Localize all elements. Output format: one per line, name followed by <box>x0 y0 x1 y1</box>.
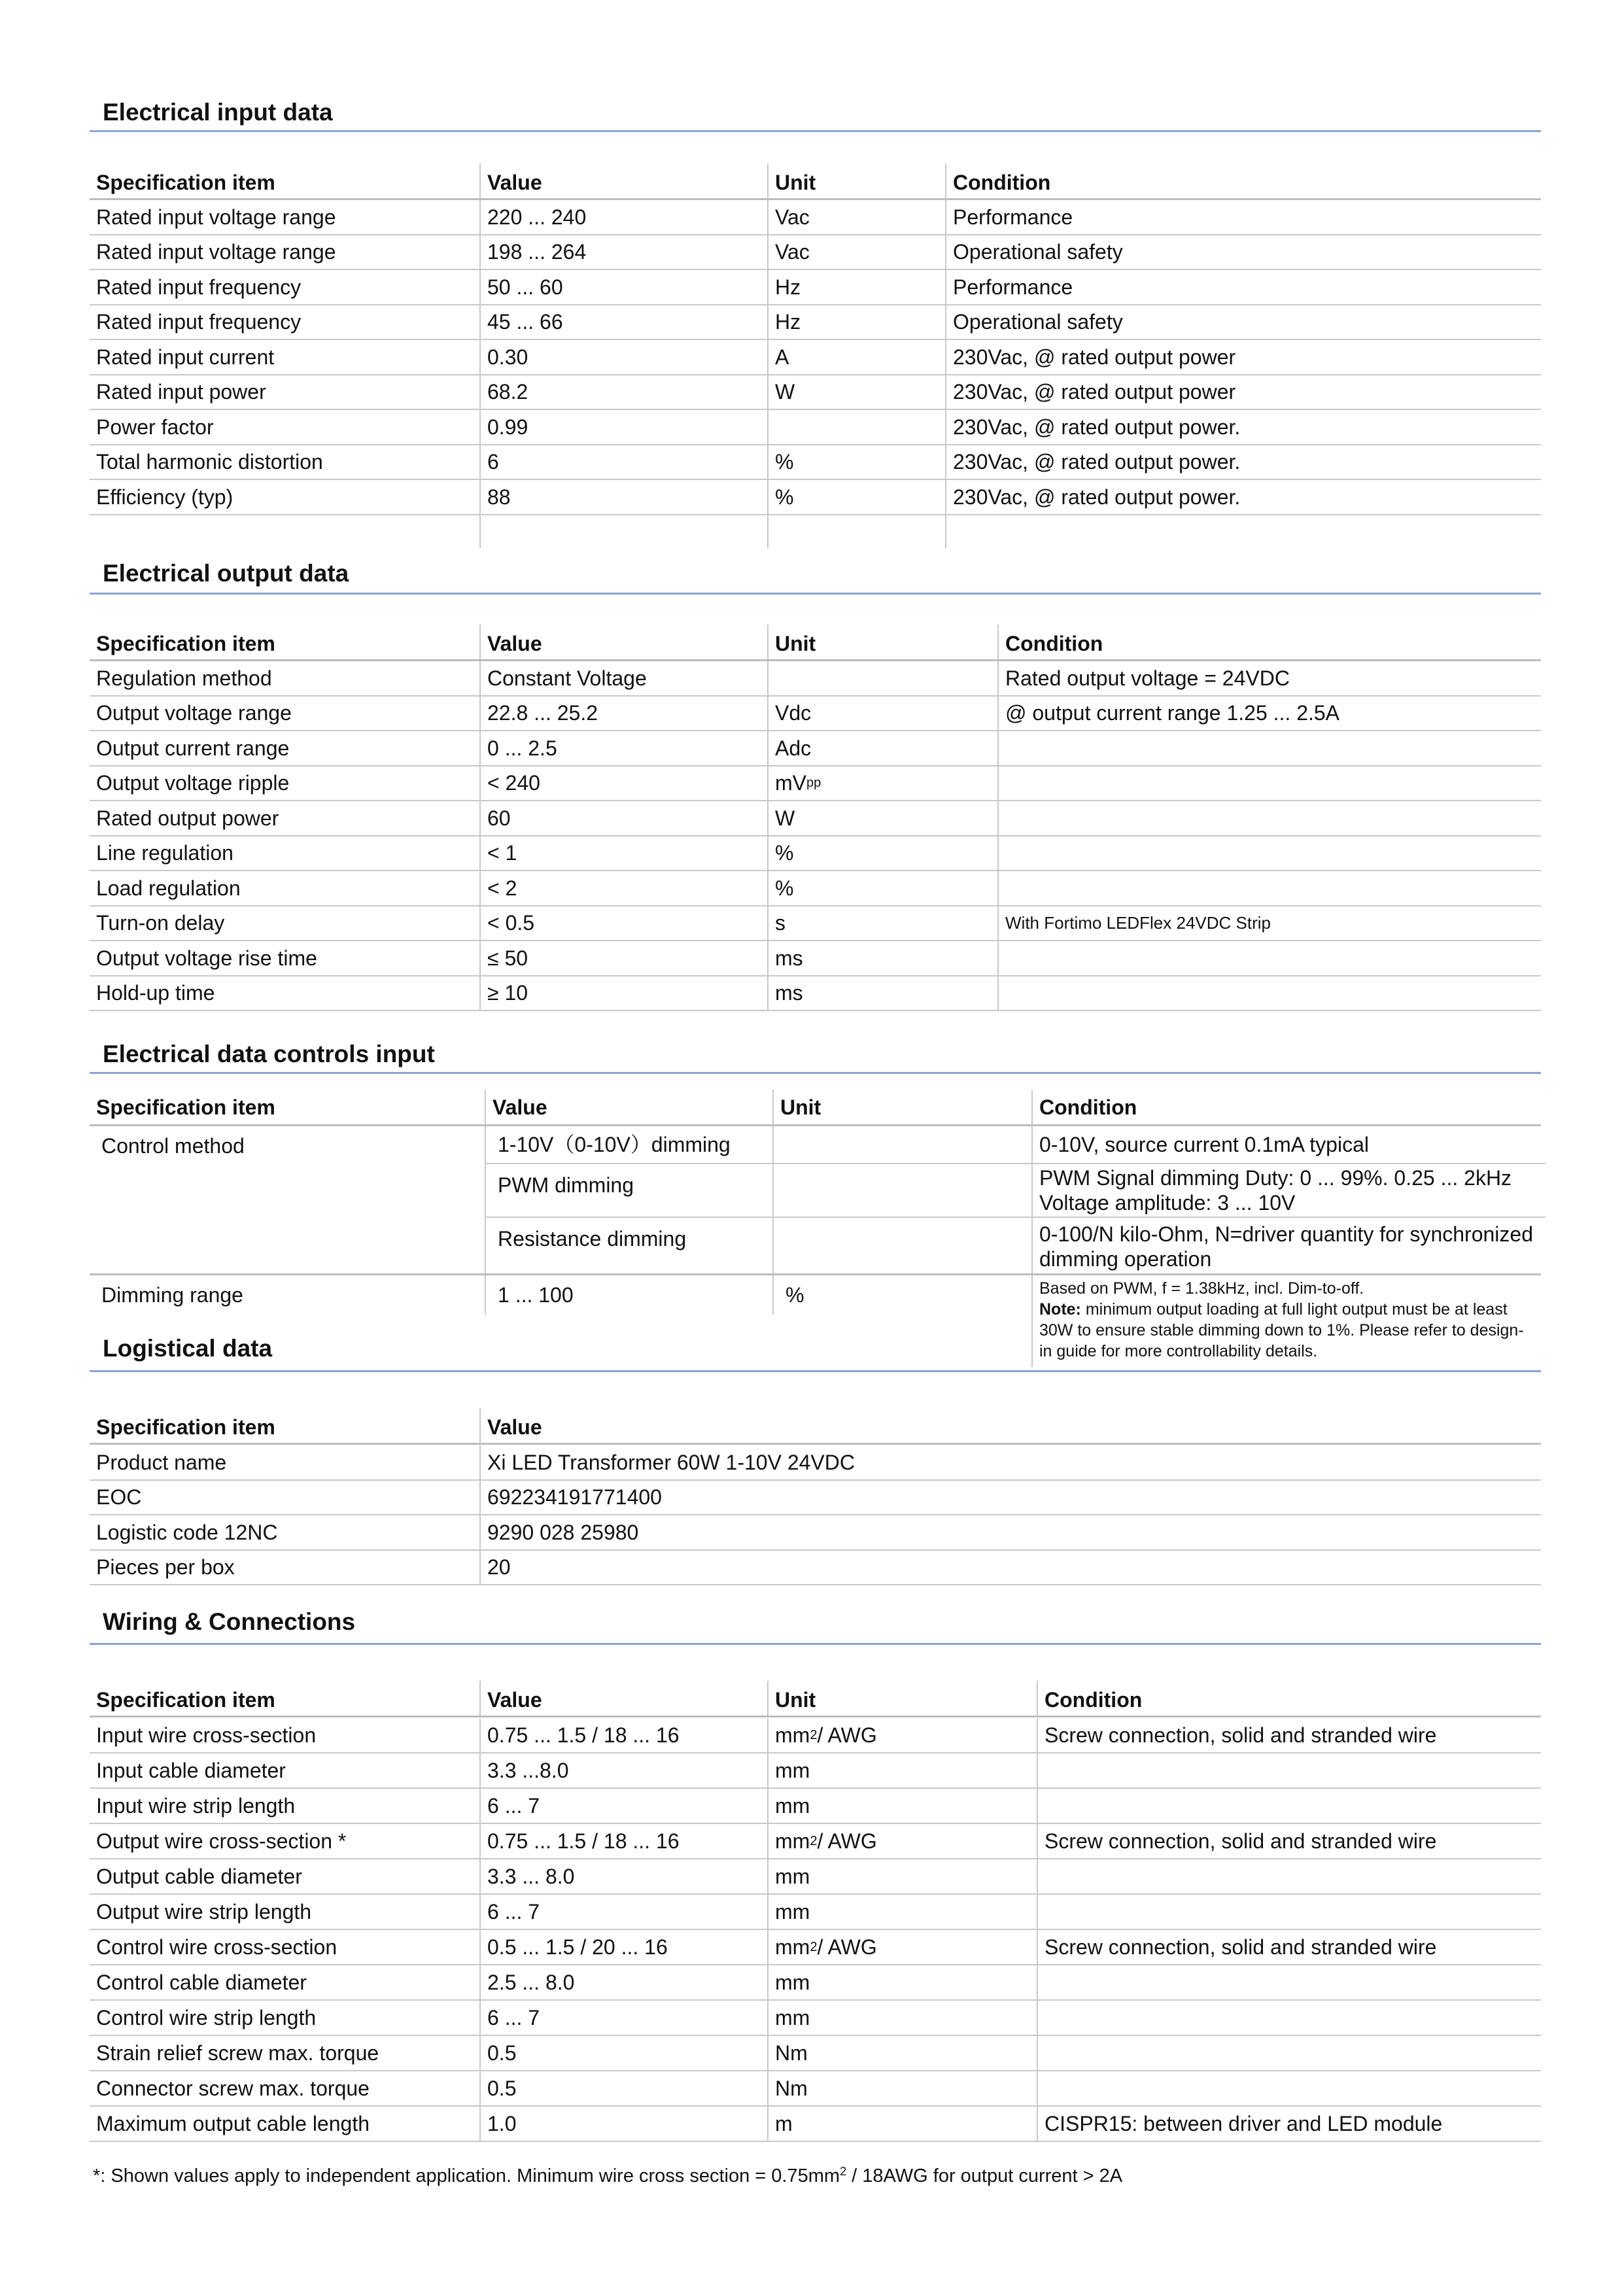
value-cell: 6 ... 7 <box>479 1895 767 1929</box>
value-cell: 6 ... 7 <box>479 2001 767 2035</box>
table-row <box>90 1789 1541 1824</box>
condition-cell <box>1031 1275 1546 1367</box>
header-cell: Condition <box>997 625 1541 659</box>
condition-cell: Rated output voltage = 24VDC <box>997 661 1541 695</box>
unit-cell: % <box>767 837 997 871</box>
value-cell: 60 <box>479 801 767 835</box>
condition-cell: Operational safety <box>945 235 1541 269</box>
table-row <box>90 305 1541 341</box>
value-cell: Xi LED Transformer 60W 1-10V 24VDC <box>479 1445 1541 1479</box>
value-cell: 2.5 ... 8.0 <box>479 1965 767 1999</box>
section-title-wiring: Wiring & Connections <box>103 1608 356 1635</box>
condition-cell: 230Vac, @ rated output power. <box>945 480 1541 514</box>
unit-text: / AWG <box>817 1723 877 1747</box>
table-row <box>90 1481 1541 1516</box>
unit-cell: s <box>767 906 997 940</box>
value-cell: Resistance dimming <box>485 1218 772 1273</box>
header-cell: Value <box>479 1681 767 1716</box>
table-row <box>485 1218 1546 1273</box>
item-cell: Rated output power <box>96 806 279 830</box>
unit-cell <box>772 1164 1031 1217</box>
unit-cell: mm <box>767 1859 1037 1893</box>
value-cell: 0.5 <box>479 2071 767 2105</box>
unit-subscript: pp <box>806 776 821 791</box>
section-rule <box>90 1643 1541 1645</box>
footnote <box>93 2160 1122 2188</box>
value-cell: < 1 <box>479 837 767 871</box>
unit-cell <box>767 1930 1037 1964</box>
table-row <box>90 801 1541 837</box>
condition-cell: 230Vac, @ rated output power. <box>945 410 1541 444</box>
unit-cell <box>767 661 997 695</box>
value-cell: PWM dimming <box>485 1164 772 1217</box>
value-cell: 692234191771400 <box>479 1481 1541 1515</box>
unit-cell: ms <box>767 976 997 1010</box>
table-row <box>90 340 1541 375</box>
condition-cell <box>1037 1789 1541 1823</box>
item-cell: Rated input current <box>96 345 275 369</box>
value-cell: 0.5 ... 1.5 / 20 ... 16 <box>479 1930 767 1964</box>
value-cell: 22.8 ... 25.2 <box>479 697 767 731</box>
value-cell: < 240 <box>479 767 767 801</box>
header-cell: Value <box>479 164 767 198</box>
value-cell: 50 ... 60 <box>479 270 767 304</box>
item-cell: Rated input frequency <box>96 275 302 299</box>
value-cell: 20 <box>479 1551 1541 1585</box>
item-cell: Efficiency (typ) <box>96 485 233 509</box>
control-method-label: Control method <box>101 1134 245 1158</box>
table-row <box>90 2001 1541 2036</box>
condition-cell: Screw connection, solid and stranded wire <box>1037 1718 1541 1752</box>
condition-cell: @ output current range 1.25 ... 2.5A <box>997 697 1541 731</box>
value-cell: 9290 028 25980 <box>479 1515 1541 1549</box>
unit-cell: Adc <box>767 731 997 765</box>
unit-cell: % <box>767 480 945 514</box>
section-rule <box>90 593 1541 595</box>
condition-cell: 0-100/N kilo-Ohm, N=driver quantity for synchronized dimming operation <box>1031 1218 1546 1273</box>
table-row <box>90 1515 1541 1551</box>
unit-cell: mm <box>767 1753 1037 1787</box>
unit-superscript: 2 <box>810 1834 818 1848</box>
item-cell: Product name <box>96 1450 227 1474</box>
header-cell: Specification item <box>96 1095 275 1119</box>
value-cell: ≤ 50 <box>479 941 767 975</box>
item-cell: Rated input voltage range <box>96 205 336 229</box>
unit-cell: Vac <box>767 200 945 234</box>
condition-cell <box>997 731 1541 765</box>
condition-cell <box>1037 2071 1541 2105</box>
unit-cell: % <box>772 1275 1031 1315</box>
table-header-row <box>90 1090 1541 1126</box>
condition-cell: 230Vac, @ rated output power <box>945 375 1541 409</box>
value-cell: 3.3 ... 8.0 <box>479 1859 767 1893</box>
condition-cell: Performance <box>945 200 1541 234</box>
unit-cell <box>767 1824 1037 1858</box>
item-cell: Total harmonic distortion <box>96 450 323 474</box>
dimming-condition-text: Based on PWM, f = 1.38kHz, incl. Dim-to-off. <box>1039 1279 1364 1298</box>
item-cell: Control wire cross-section <box>96 1935 337 1959</box>
item-cell: Rated input voltage range <box>96 240 336 264</box>
header-cell: Specification item <box>96 632 275 655</box>
condition-cell <box>997 767 1541 801</box>
condition-cell: 230Vac, @ rated output power <box>945 340 1541 374</box>
unit-cell <box>767 410 945 444</box>
header-cell: Condition <box>945 164 1541 198</box>
header-cell: Condition <box>1037 1681 1541 1716</box>
unit-cell: Vdc <box>767 697 997 731</box>
section-rule <box>90 1072 1541 1074</box>
value-cell: 198 ... 264 <box>479 235 767 269</box>
item-cell: Pieces per box <box>96 1555 235 1579</box>
table-trailing-row <box>90 515 1541 548</box>
value-cell: 1.0 <box>479 2107 767 2141</box>
item-cell: Output wire cross-section * <box>96 1829 347 1853</box>
table-row <box>90 697 1541 732</box>
table-row <box>485 1164 1546 1218</box>
table-row <box>90 871 1541 906</box>
table-row <box>90 1551 1541 1586</box>
table-row <box>90 1718 1541 1753</box>
unit-cell: mm <box>767 2001 1037 2035</box>
table-row <box>485 1126 1546 1164</box>
table-header-row <box>90 625 1541 661</box>
value-cell: 1-10V（0-10V）dimming <box>485 1126 772 1163</box>
unit-cell: Hz <box>767 270 945 304</box>
table-row <box>90 410 1541 445</box>
value-cell: 0.75 ... 1.5 / 18 ... 16 <box>479 1718 767 1752</box>
table-row <box>90 1445 1541 1481</box>
value-cell: 6 <box>479 445 767 479</box>
item-cell: Input wire strip length <box>96 1794 296 1818</box>
table-row <box>90 1859 1541 1895</box>
note-label: Note: <box>1039 1300 1081 1319</box>
table-row <box>90 837 1541 872</box>
table-row <box>90 1965 1541 2001</box>
item-cell: Connector screw max. torque <box>96 2077 370 2100</box>
item-cell: Hold-up time <box>96 981 215 1005</box>
condition-cell <box>1037 2036 1541 2070</box>
item-cell: Control wire strip length <box>96 2006 317 2029</box>
unit-cell: Nm <box>767 2036 1037 2070</box>
empty-cell <box>945 515 1541 548</box>
item-cell: Strain relief screw max. torque <box>96 2041 379 2065</box>
table-row <box>90 767 1541 802</box>
condition-cell: Screw connection, solid and stranded wire <box>1037 1930 1541 1964</box>
value-cell: 1 ... 100 <box>485 1275 772 1315</box>
item-cell: Logistic code 12NC <box>96 1520 278 1544</box>
section-title-electrical-output: Electrical output data <box>103 560 349 587</box>
condition-cell: Performance <box>945 270 1541 304</box>
header-cell: Condition <box>1031 1090 1546 1124</box>
header-cell: Value <box>479 1408 1541 1443</box>
condition-cell: Operational safety <box>945 305 1541 339</box>
item-cell: Turn-on delay <box>96 911 225 935</box>
unit-cell: m <box>767 2107 1037 2141</box>
unit-cell <box>767 767 997 801</box>
header-cell: Value <box>479 625 767 659</box>
unit-cell: W <box>767 801 997 835</box>
value-cell: 6 ... 7 <box>479 1789 767 1823</box>
unit-text: mm <box>775 1723 810 1747</box>
table-row <box>90 941 1541 976</box>
condition-cell <box>1037 1753 1541 1787</box>
value-cell: 220 ... 240 <box>479 200 767 234</box>
table-row <box>90 731 1541 767</box>
table-row <box>90 2036 1541 2071</box>
table-row <box>90 976 1541 1012</box>
unit-cell: mm <box>767 1965 1037 1999</box>
table-row <box>90 200 1541 235</box>
section-rule <box>90 1370 1541 1372</box>
value-cell: 3.3 ...8.0 <box>479 1753 767 1787</box>
item-cell: Line regulation <box>96 841 233 865</box>
unit-text: / AWG <box>817 1829 877 1853</box>
condition-cell <box>1037 1859 1541 1893</box>
label-cell: Dimming range <box>101 1283 243 1307</box>
item-cell: Output wire strip length <box>96 1900 312 1924</box>
item-cell: Control cable diameter <box>96 1971 307 1994</box>
table-row <box>90 1753 1541 1789</box>
value-cell: 45 ... 66 <box>479 305 767 339</box>
condition-cell <box>1037 1895 1541 1929</box>
section-title-controls-input: Electrical data controls input <box>103 1041 435 1067</box>
condition-cell: With Fortimo LEDFlex 24VDC Strip <box>997 906 1541 940</box>
table-row <box>90 375 1541 411</box>
condition-cell <box>997 976 1541 1010</box>
section-title-logistical: Logistical data <box>103 1335 273 1362</box>
item-cell: Load regulation <box>96 876 241 900</box>
value-cell: Constant Voltage <box>479 661 767 695</box>
value-cell: 0.30 <box>479 340 767 374</box>
unit-text: mV <box>775 771 806 795</box>
unit-cell <box>772 1126 1031 1163</box>
table-row <box>90 906 1541 942</box>
unit-cell: Hz <box>767 305 945 339</box>
table-row <box>90 480 1541 515</box>
condition-cell <box>997 871 1541 905</box>
unit-cell <box>767 1718 1037 1752</box>
condition-cell: 230Vac, @ rated output power. <box>945 445 1541 479</box>
item-cell: Input wire cross-section <box>96 1723 317 1747</box>
condition-cell <box>997 837 1541 871</box>
unit-superscript: 2 <box>840 2165 847 2178</box>
item-cell: Output cable diameter <box>96 1865 302 1888</box>
value-cell: 0 ... 2.5 <box>479 731 767 765</box>
control-method-block <box>90 1126 1541 1275</box>
header-cell: Unit <box>767 625 997 659</box>
unit-cell: Nm <box>767 2071 1037 2105</box>
header-cell: Unit <box>772 1090 1031 1124</box>
unit-cell: mm <box>767 1895 1037 1929</box>
item-cell: Regulation method <box>96 666 272 690</box>
condition-cell: PWM Signal dimming Duty: 0 ... 99%. 0.25 ... 2kHz Voltage amplitude: 3 ... 10V <box>1031 1164 1546 1217</box>
table-row <box>90 2107 1541 2142</box>
header-cell: Unit <box>767 1681 1037 1716</box>
table-row-dimming-range <box>90 1275 1541 1367</box>
item-cell: Output voltage range <box>96 701 292 725</box>
unit-cell: W <box>767 375 945 409</box>
unit-superscript: 2 <box>810 1940 818 1954</box>
condition-cell: 0-10V, source current 0.1mA typical <box>1031 1126 1546 1163</box>
table-row <box>90 1895 1541 1930</box>
value-cell: 68.2 <box>479 375 767 409</box>
unit-cell: mm <box>767 1789 1037 1823</box>
item-cell: Power factor <box>96 415 214 439</box>
unit-cell: % <box>767 445 945 479</box>
unit-cell: % <box>767 871 997 905</box>
item-cell: EOC <box>96 1485 142 1510</box>
unit-superscript: 2 <box>810 1728 818 1742</box>
header-cell: Specification item <box>96 1688 275 1712</box>
section-title-electrical-input: Electrical input data <box>103 99 333 126</box>
header-cell: Specification item <box>96 1415 275 1439</box>
unit-text: mm <box>775 1935 810 1959</box>
section-rule <box>90 130 1541 132</box>
note-text: minimum output loading at full light output must be at least 30W to ensure stable dimming down to 1%. Please refer to design-in guide for more controllability details. <box>1039 1300 1524 1360</box>
condition-cell <box>1037 2001 1541 2035</box>
empty-cell <box>767 515 945 548</box>
item-cell: Input cable diameter <box>96 1759 286 1782</box>
unit-text: mm <box>775 1829 810 1853</box>
condition-cell <box>997 941 1541 975</box>
table-row <box>90 1930 1541 1965</box>
item-cell: Rated input frequency <box>96 310 302 334</box>
value-cell: 0.99 <box>479 410 767 444</box>
value-cell: 88 <box>479 480 767 514</box>
table-header-row <box>90 1408 1541 1445</box>
table-row <box>90 2071 1541 2107</box>
table-row <box>90 661 1541 697</box>
unit-cell: Vac <box>767 235 945 269</box>
unit-cell: ms <box>767 941 997 975</box>
value-cell: 0.75 ... 1.5 / 18 ... 16 <box>479 1824 767 1858</box>
value-cell: < 0.5 <box>479 906 767 940</box>
table-header-row <box>90 164 1541 200</box>
condition-cell <box>997 801 1541 835</box>
item-cell: Maximum output cable length <box>96 2112 370 2135</box>
header-cell: Unit <box>767 164 945 198</box>
unit-cell: A <box>767 340 945 374</box>
unit-text: / AWG <box>817 1935 877 1959</box>
value-cell: ≥ 10 <box>479 976 767 1010</box>
item-cell: Output current range <box>96 736 290 760</box>
table-row <box>90 1824 1541 1859</box>
unit-cell <box>772 1218 1031 1273</box>
table-row <box>90 445 1541 481</box>
header-cell: Specification item <box>96 171 275 194</box>
item-cell: Output voltage ripple <box>96 771 290 795</box>
value-cell: < 2 <box>479 871 767 905</box>
condition-cell: CISPR15: between driver and LED module <box>1037 2107 1541 2141</box>
header-cell: Value <box>485 1090 772 1124</box>
item-cell: Rated input power <box>96 380 266 404</box>
table-row <box>90 235 1541 271</box>
item-cell: Output voltage rise time <box>96 946 317 970</box>
footnote-text: *: Shown values apply to independent application. Minimum wire cross section = $0.75mm^2 / 18AWG$ for output current > 2A <box>93 2165 1123 2186</box>
value-cell: 0.5 <box>479 2036 767 2070</box>
table-header-row <box>90 1681 1541 1717</box>
condition-cell <box>1037 1965 1541 1999</box>
empty-cell <box>479 515 767 548</box>
condition-cell: Screw connection, solid and stranded wire <box>1037 1824 1541 1858</box>
table-row <box>90 270 1541 305</box>
